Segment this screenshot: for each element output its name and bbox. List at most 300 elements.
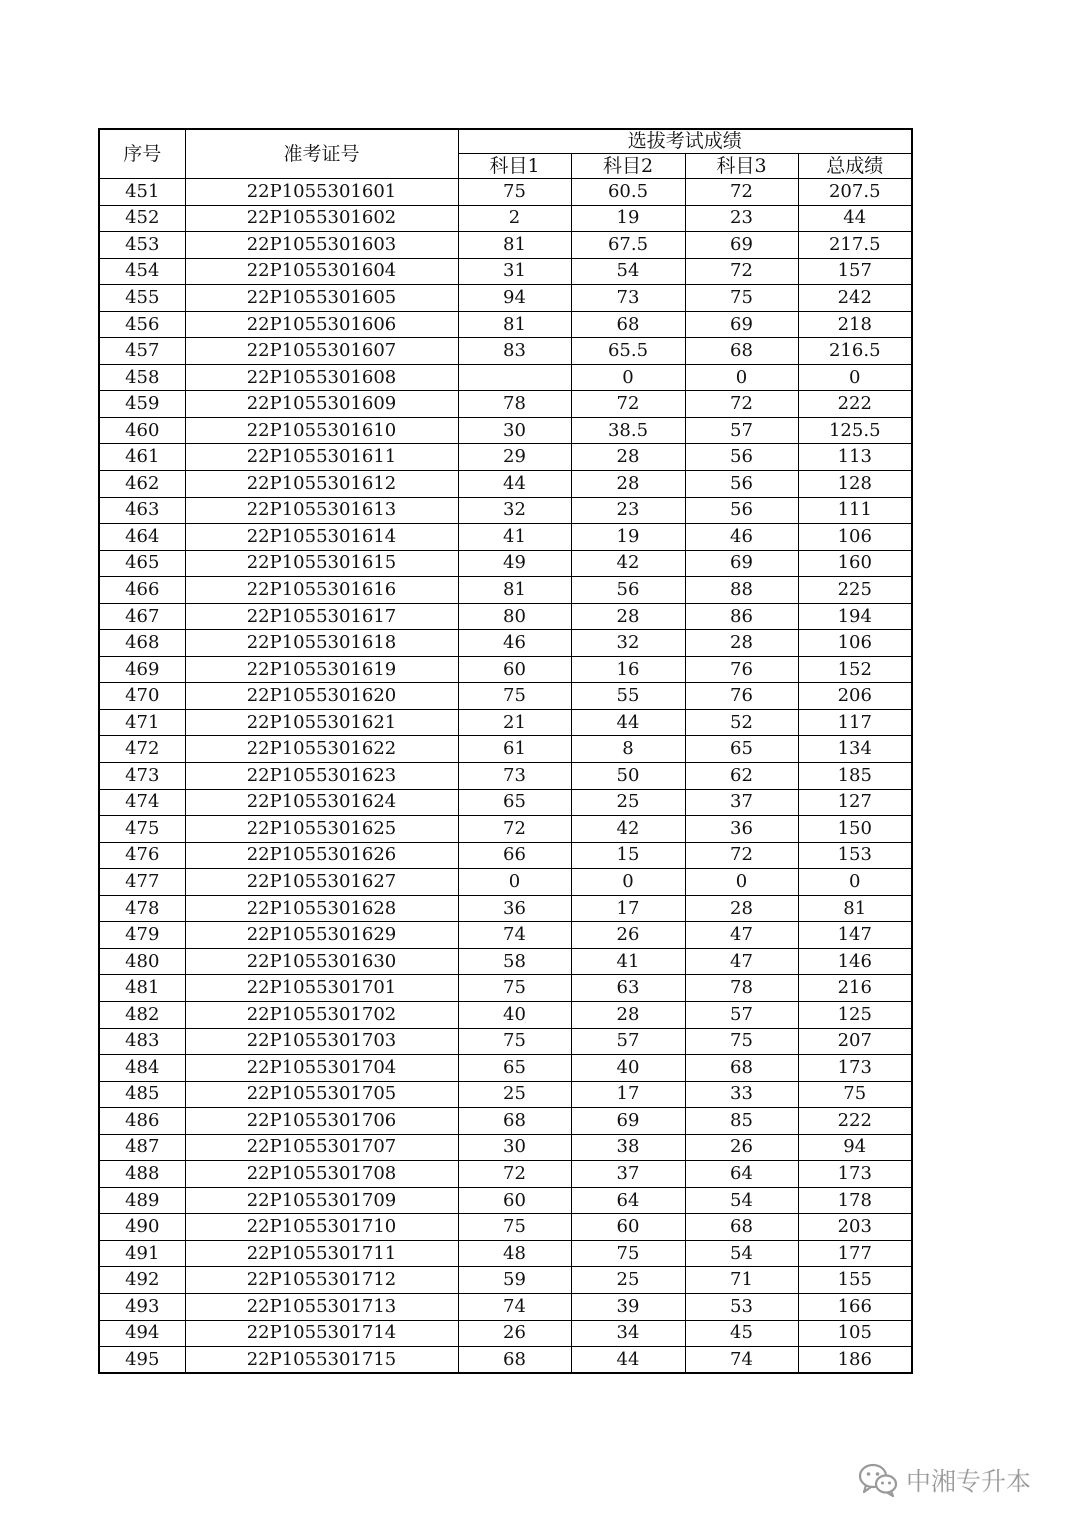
cell-seq: 464 [99, 524, 185, 551]
cell-subject-2: 57 [571, 1028, 685, 1055]
cell-seq: 465 [99, 550, 185, 577]
cell-subject-3: 28 [685, 630, 798, 657]
cell-seq: 492 [99, 1267, 185, 1294]
cell-subject-2: 73 [571, 285, 685, 312]
cell-ticket-number: 22P1055301707 [185, 1134, 458, 1161]
cell-total-score: 177 [798, 1240, 912, 1267]
cell-ticket-number: 22P1055301705 [185, 1081, 458, 1108]
cell-ticket-number: 22P1055301715 [185, 1347, 458, 1374]
cell-subject-2: 55 [571, 683, 685, 710]
table-row [99, 709, 912, 736]
cell-subject-1: 26 [458, 1320, 571, 1347]
cell-seq: 488 [99, 1161, 185, 1188]
cell-subject-1: 60 [458, 1187, 571, 1214]
cell-subject-3: 37 [685, 789, 798, 816]
cell-ticket-number: 22P1055301708 [185, 1161, 458, 1188]
cell-total-score: 216.5 [798, 338, 912, 365]
cell-subject-1: 49 [458, 550, 571, 577]
cell-ticket-number: 22P1055301713 [185, 1293, 458, 1320]
cell-subject-3: 76 [685, 683, 798, 710]
cell-total-score: 117 [798, 709, 912, 736]
table-row [99, 1055, 912, 1082]
cell-ticket-number: 22P1055301714 [185, 1320, 458, 1347]
cell-ticket-number: 22P1055301601 [185, 179, 458, 206]
cell-subject-3: 28 [685, 895, 798, 922]
cell-seq: 469 [99, 656, 185, 683]
cell-seq: 493 [99, 1293, 185, 1320]
cell-subject-2: 56 [571, 577, 685, 604]
cell-subject-1: 83 [458, 338, 571, 365]
cell-subject-1: 68 [458, 1347, 571, 1374]
cell-subject-1: 81 [458, 311, 571, 338]
cell-subject-3: 69 [685, 550, 798, 577]
cell-ticket-number: 22P1055301605 [185, 285, 458, 312]
table-row [99, 524, 912, 551]
cell-ticket-number: 22P1055301703 [185, 1028, 458, 1055]
header-seq: 序号 [99, 129, 185, 179]
cell-total-score: 127 [798, 789, 912, 816]
cell-subject-1: 32 [458, 497, 571, 524]
cell-subject-2: 63 [571, 975, 685, 1002]
table-row [99, 1028, 912, 1055]
cell-subject-3: 52 [685, 709, 798, 736]
cell-seq: 470 [99, 683, 185, 710]
cell-total-score: 166 [798, 1293, 912, 1320]
cell-total-score: 216 [798, 975, 912, 1002]
table-row [99, 258, 912, 285]
cell-seq: 487 [99, 1134, 185, 1161]
cell-seq: 490 [99, 1214, 185, 1241]
cell-seq: 457 [99, 338, 185, 365]
cell-total-score: 186 [798, 1347, 912, 1374]
cell-total-score: 150 [798, 816, 912, 843]
cell-ticket-number: 22P1055301706 [185, 1108, 458, 1135]
cell-total-score: 185 [798, 763, 912, 790]
table-row [99, 603, 912, 630]
cell-subject-3: 45 [685, 1320, 798, 1347]
table-row [99, 656, 912, 683]
cell-total-score: 81 [798, 895, 912, 922]
cell-subject-3: 56 [685, 497, 798, 524]
cell-ticket-number: 22P1055301620 [185, 683, 458, 710]
cell-subject-2: 28 [571, 471, 685, 498]
cell-ticket-number: 22P1055301622 [185, 736, 458, 763]
cell-total-score: 155 [798, 1267, 912, 1294]
table-row [99, 232, 912, 259]
table-row [99, 683, 912, 710]
cell-subject-2: 25 [571, 1267, 685, 1294]
cell-total-score: 178 [798, 1187, 912, 1214]
cell-ticket-number: 22P1055301712 [185, 1267, 458, 1294]
cell-ticket-number: 22P1055301621 [185, 709, 458, 736]
cell-subject-3: 86 [685, 603, 798, 630]
cell-ticket-number: 22P1055301610 [185, 417, 458, 444]
cell-subject-2: 17 [571, 895, 685, 922]
cell-subject-1: 46 [458, 630, 571, 657]
table-row [99, 1081, 912, 1108]
cell-subject-2: 44 [571, 709, 685, 736]
cell-ticket-number: 22P1055301627 [185, 869, 458, 896]
cell-subject-3: 56 [685, 471, 798, 498]
cell-subject-1: 81 [458, 577, 571, 604]
cell-seq: 451 [99, 179, 185, 206]
cell-total-score: 242 [798, 285, 912, 312]
wechat-icon [858, 1462, 898, 1498]
cell-subject-3: 62 [685, 763, 798, 790]
cell-subject-3: 75 [685, 1028, 798, 1055]
cell-ticket-number: 22P1055301618 [185, 630, 458, 657]
cell-subject-1: 74 [458, 922, 571, 949]
cell-ticket-number: 22P1055301617 [185, 603, 458, 630]
cell-seq: 473 [99, 763, 185, 790]
cell-subject-1: 72 [458, 1161, 571, 1188]
cell-total-score: 206 [798, 683, 912, 710]
cell-ticket-number: 22P1055301616 [185, 577, 458, 604]
cell-subject-2: 68 [571, 311, 685, 338]
cell-subject-1: 74 [458, 1293, 571, 1320]
cell-subject-2: 44 [571, 1347, 685, 1374]
cell-subject-3: 36 [685, 816, 798, 843]
watermark-text: 中湘专升本 [906, 1467, 1032, 1496]
cell-subject-3: 78 [685, 975, 798, 1002]
table-row [99, 1161, 912, 1188]
cell-seq: 477 [99, 869, 185, 896]
cell-subject-2: 60 [571, 1214, 685, 1241]
cell-subject-3: 46 [685, 524, 798, 551]
cell-subject-2: 19 [571, 524, 685, 551]
cell-subject-1: 75 [458, 975, 571, 1002]
cell-total-score: 217.5 [798, 232, 912, 259]
cell-subject-3: 74 [685, 1347, 798, 1374]
cell-total-score: 152 [798, 656, 912, 683]
watermark [858, 1458, 1031, 1502]
cell-seq: 467 [99, 603, 185, 630]
cell-seq: 486 [99, 1108, 185, 1135]
table-row [99, 816, 912, 843]
header-subject-3: 科目3 [685, 154, 798, 179]
cell-subject-1: 2 [458, 205, 571, 232]
cell-subject-2: 23 [571, 497, 685, 524]
cell-total-score: 147 [798, 922, 912, 949]
cell-subject-1: 65 [458, 789, 571, 816]
table-row [99, 869, 912, 896]
table-row [99, 736, 912, 763]
cell-ticket-number: 22P1055301612 [185, 471, 458, 498]
cell-subject-3: 23 [685, 205, 798, 232]
cell-seq: 494 [99, 1320, 185, 1347]
cell-subject-3: 57 [685, 417, 798, 444]
cell-ticket-number: 22P1055301710 [185, 1214, 458, 1241]
cell-total-score: 125.5 [798, 417, 912, 444]
cell-total-score: 207.5 [798, 179, 912, 206]
cell-subject-2: 38.5 [571, 417, 685, 444]
cell-ticket-number: 22P1055301701 [185, 975, 458, 1002]
cell-total-score: 0 [798, 364, 912, 391]
cell-seq: 476 [99, 842, 185, 869]
table-row [99, 842, 912, 869]
cell-seq: 485 [99, 1081, 185, 1108]
cell-total-score: 125 [798, 1001, 912, 1028]
cell-ticket-number: 22P1055301619 [185, 656, 458, 683]
cell-subject-1: 30 [458, 417, 571, 444]
cell-subject-1: 61 [458, 736, 571, 763]
cell-subject-1: 21 [458, 709, 571, 736]
cell-subject-1: 30 [458, 1134, 571, 1161]
cell-total-score: 94 [798, 1134, 912, 1161]
table-row [99, 364, 912, 391]
cell-seq: 483 [99, 1028, 185, 1055]
cell-ticket-number: 22P1055301608 [185, 364, 458, 391]
cell-subject-1: 75 [458, 1028, 571, 1055]
cell-subject-1: 80 [458, 603, 571, 630]
cell-subject-3: 68 [685, 1214, 798, 1241]
cell-seq: 459 [99, 391, 185, 418]
cell-subject-3: 68 [685, 1055, 798, 1082]
cell-subject-2: 72 [571, 391, 685, 418]
table-row [99, 1214, 912, 1241]
cell-total-score: 105 [798, 1320, 912, 1347]
cell-ticket-number: 22P1055301603 [185, 232, 458, 259]
cell-subject-2: 50 [571, 763, 685, 790]
cell-ticket-number: 22P1055301630 [185, 948, 458, 975]
cell-seq: 475 [99, 816, 185, 843]
cell-ticket-number: 22P1055301602 [185, 205, 458, 232]
cell-total-score: 194 [798, 603, 912, 630]
cell-subject-1: 60 [458, 656, 571, 683]
table-row [99, 1240, 912, 1267]
cell-seq: 458 [99, 364, 185, 391]
cell-ticket-number: 22P1055301704 [185, 1055, 458, 1082]
table-row [99, 391, 912, 418]
cell-subject-2: 64 [571, 1187, 685, 1214]
cell-ticket-number: 22P1055301606 [185, 311, 458, 338]
cell-ticket-number: 22P1055301614 [185, 524, 458, 551]
cell-subject-2: 16 [571, 656, 685, 683]
cell-total-score: 75 [798, 1081, 912, 1108]
cell-subject-1: 75 [458, 1214, 571, 1241]
table-row [99, 975, 912, 1002]
cell-subject-1: 36 [458, 895, 571, 922]
cell-ticket-number: 22P1055301613 [185, 497, 458, 524]
cell-seq: 466 [99, 577, 185, 604]
cell-subject-3: 85 [685, 1108, 798, 1135]
table-row [99, 1320, 912, 1347]
cell-subject-1: 25 [458, 1081, 571, 1108]
cell-seq: 482 [99, 1001, 185, 1028]
table-row [99, 497, 912, 524]
cell-subject-3: 75 [685, 285, 798, 312]
cell-total-score: 128 [798, 471, 912, 498]
header-subject-2: 科目2 [571, 154, 685, 179]
header-exam-scores-group: 选拔考试成绩 [458, 129, 912, 154]
cell-subject-2: 19 [571, 205, 685, 232]
cell-total-score: 222 [798, 1108, 912, 1135]
table-row [99, 948, 912, 975]
cell-subject-2: 28 [571, 1001, 685, 1028]
cell-seq: 456 [99, 311, 185, 338]
cell-subject-1: 31 [458, 258, 571, 285]
cell-subject-2: 40 [571, 1055, 685, 1082]
cell-seq: 472 [99, 736, 185, 763]
cell-seq: 479 [99, 922, 185, 949]
cell-ticket-number: 22P1055301623 [185, 763, 458, 790]
cell-subject-2: 0 [571, 869, 685, 896]
cell-total-score: 106 [798, 630, 912, 657]
cell-total-score: 203 [798, 1214, 912, 1241]
cell-subject-1: 44 [458, 471, 571, 498]
cell-subject-3: 88 [685, 577, 798, 604]
table-row [99, 417, 912, 444]
table-row [99, 311, 912, 338]
cell-subject-3: 54 [685, 1240, 798, 1267]
table-row [99, 338, 912, 365]
cell-total-score: 153 [798, 842, 912, 869]
cell-subject-3: 47 [685, 922, 798, 949]
cell-seq: 461 [99, 444, 185, 471]
cell-ticket-number: 22P1055301711 [185, 1240, 458, 1267]
table-row [99, 577, 912, 604]
cell-subject-1: 58 [458, 948, 571, 975]
table-row [99, 1108, 912, 1135]
cell-subject-1: 94 [458, 285, 571, 312]
cell-total-score: 0 [798, 869, 912, 896]
cell-subject-2: 38 [571, 1134, 685, 1161]
table-row [99, 1293, 912, 1320]
cell-subject-1: 68 [458, 1108, 571, 1135]
cell-subject-1: 75 [458, 683, 571, 710]
cell-subject-2: 28 [571, 603, 685, 630]
cell-subject-3: 69 [685, 311, 798, 338]
cell-subject-2: 39 [571, 1293, 685, 1320]
cell-subject-1: 40 [458, 1001, 571, 1028]
header-subject-1: 科目1 [458, 154, 571, 179]
cell-seq: 478 [99, 895, 185, 922]
cell-subject-2: 67.5 [571, 232, 685, 259]
cell-subject-2: 41 [571, 948, 685, 975]
cell-seq: 460 [99, 417, 185, 444]
cell-subject-3: 72 [685, 258, 798, 285]
cell-subject-3: 54 [685, 1187, 798, 1214]
cell-subject-3: 76 [685, 656, 798, 683]
cell-subject-2: 0 [571, 364, 685, 391]
cell-subject-3: 72 [685, 842, 798, 869]
cell-subject-3: 72 [685, 391, 798, 418]
cell-subject-2: 69 [571, 1108, 685, 1135]
table-header [99, 129, 912, 179]
cell-subject-2: 37 [571, 1161, 685, 1188]
cell-subject-3: 0 [685, 364, 798, 391]
cell-total-score: 146 [798, 948, 912, 975]
cell-subject-2: 17 [571, 1081, 685, 1108]
cell-total-score: 44 [798, 205, 912, 232]
table-row [99, 550, 912, 577]
cell-total-score: 111 [798, 497, 912, 524]
cell-subject-1: 78 [458, 391, 571, 418]
cell-subject-3: 71 [685, 1267, 798, 1294]
cell-ticket-number: 22P1055301611 [185, 444, 458, 471]
cell-subject-3: 64 [685, 1161, 798, 1188]
cell-subject-1: 41 [458, 524, 571, 551]
cell-seq: 468 [99, 630, 185, 657]
cell-ticket-number: 22P1055301625 [185, 816, 458, 843]
table-row [99, 1001, 912, 1028]
cell-ticket-number: 22P1055301609 [185, 391, 458, 418]
cell-ticket-number: 22P1055301615 [185, 550, 458, 577]
cell-seq: 452 [99, 205, 185, 232]
cell-seq: 463 [99, 497, 185, 524]
cell-seq: 489 [99, 1187, 185, 1214]
cell-seq: 474 [99, 789, 185, 816]
cell-ticket-number: 22P1055301629 [185, 922, 458, 949]
cell-seq: 455 [99, 285, 185, 312]
cell-subject-2: 75 [571, 1240, 685, 1267]
cell-subject-1: 75 [458, 179, 571, 206]
cell-subject-1: 48 [458, 1240, 571, 1267]
table-row [99, 922, 912, 949]
cell-subject-3: 56 [685, 444, 798, 471]
cell-subject-3: 72 [685, 179, 798, 206]
table-row [99, 1347, 912, 1374]
cell-subject-2: 32 [571, 630, 685, 657]
cell-total-score: 157 [798, 258, 912, 285]
cell-subject-1: 81 [458, 232, 571, 259]
cell-subject-1: 66 [458, 842, 571, 869]
cell-subject-1: 29 [458, 444, 571, 471]
cell-subject-2: 25 [571, 789, 685, 816]
cell-subject-2: 28 [571, 444, 685, 471]
cell-subject-2: 42 [571, 816, 685, 843]
table-body [99, 179, 912, 1374]
table-row [99, 630, 912, 657]
cell-seq: 454 [99, 258, 185, 285]
cell-subject-2: 54 [571, 258, 685, 285]
cell-subject-3: 68 [685, 338, 798, 365]
cell-total-score: 113 [798, 444, 912, 471]
cell-subject-1: 0 [458, 869, 571, 896]
cell-ticket-number: 22P1055301604 [185, 258, 458, 285]
cell-subject-3: 0 [685, 869, 798, 896]
cell-subject-3: 57 [685, 1001, 798, 1028]
cell-subject-2: 26 [571, 922, 685, 949]
cell-total-score: 134 [798, 736, 912, 763]
cell-ticket-number: 22P1055301624 [185, 789, 458, 816]
cell-total-score: 222 [798, 391, 912, 418]
table-row [99, 285, 912, 312]
cell-seq: 484 [99, 1055, 185, 1082]
cell-seq: 462 [99, 471, 185, 498]
cell-subject-1: 72 [458, 816, 571, 843]
cell-subject-3: 53 [685, 1293, 798, 1320]
cell-subject-2: 65.5 [571, 338, 685, 365]
cell-total-score: 173 [798, 1055, 912, 1082]
header-ticket-number: 准考证号 [185, 129, 458, 179]
table-row [99, 1134, 912, 1161]
scores-table [98, 128, 913, 1374]
table-row [99, 763, 912, 790]
cell-seq: 471 [99, 709, 185, 736]
table-row [99, 205, 912, 232]
cell-seq: 491 [99, 1240, 185, 1267]
table-row [99, 444, 912, 471]
cell-subject-2: 34 [571, 1320, 685, 1347]
cell-subject-3: 65 [685, 736, 798, 763]
cell-seq: 495 [99, 1347, 185, 1374]
cell-subject-2: 42 [571, 550, 685, 577]
cell-seq: 480 [99, 948, 185, 975]
table-row [99, 471, 912, 498]
cell-subject-2: 15 [571, 842, 685, 869]
cell-subject-1: 65 [458, 1055, 571, 1082]
